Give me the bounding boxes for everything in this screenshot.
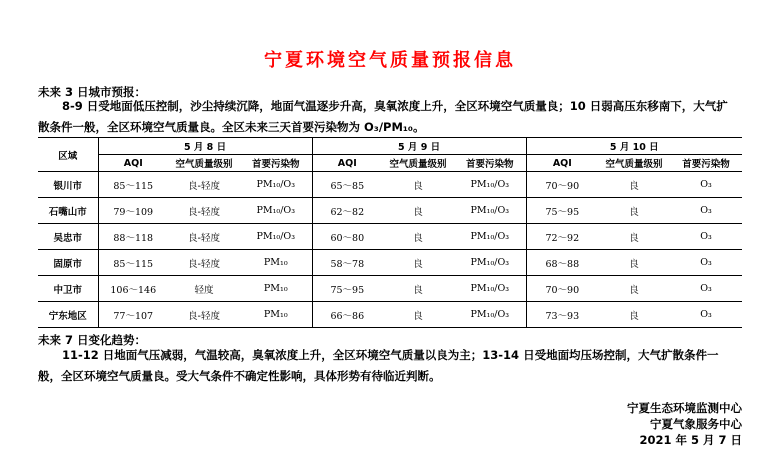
footer bbox=[627, 400, 742, 448]
pollutant-cell: PM₁₀/O₃ bbox=[454, 172, 526, 198]
table-row bbox=[38, 250, 742, 276]
table-row bbox=[38, 198, 742, 224]
date-header-day1: 5 月 8 日 bbox=[98, 138, 312, 155]
three-day-heading: 未来 3 日城市预报： bbox=[38, 85, 147, 99]
col-aqi: AQI bbox=[312, 155, 382, 172]
pollutant-cell: PM₁₀/O₃ bbox=[454, 198, 526, 224]
level-cell: 良 bbox=[598, 224, 670, 250]
col-level: 空气质量级别 bbox=[598, 155, 670, 172]
region-cell: 吴忠市 bbox=[38, 224, 98, 250]
aqi-cell: 106～146 bbox=[98, 276, 168, 302]
region-cell: 石嘴山市 bbox=[38, 198, 98, 224]
aqi-cell: 75～95 bbox=[312, 276, 382, 302]
footer-org-monitoring: 宁夏生态环境监测中心 bbox=[627, 401, 742, 415]
date-header-day2: 5 月 9 日 bbox=[312, 138, 526, 155]
aqi-cell: 73～93 bbox=[526, 302, 598, 328]
level-cell: 良 bbox=[382, 198, 454, 224]
pollutant-cell: PM₁₀/O₃ bbox=[240, 198, 312, 224]
level-cell: 良-轻度 bbox=[168, 250, 240, 276]
level-cell: 良-轻度 bbox=[168, 302, 240, 328]
aqi-cell: 65～85 bbox=[312, 172, 382, 198]
pollutant-cell: O₃ bbox=[670, 172, 742, 198]
pollutant-cell: PM₁₀ bbox=[240, 250, 312, 276]
aqi-cell: 85～115 bbox=[98, 172, 168, 198]
level-cell: 良 bbox=[598, 172, 670, 198]
table-row bbox=[38, 276, 742, 302]
table-row bbox=[38, 172, 742, 198]
level-cell: 良 bbox=[598, 302, 670, 328]
level-cell: 良 bbox=[598, 198, 670, 224]
level-cell: 良 bbox=[382, 172, 454, 198]
pollutant-cell: PM₁₀/O₃ bbox=[240, 172, 312, 198]
table-header-dates bbox=[38, 138, 742, 155]
pollutant-cell: O₃ bbox=[670, 224, 742, 250]
aqi-cell: 79～109 bbox=[98, 198, 168, 224]
aqi-cell: 58～78 bbox=[312, 250, 382, 276]
aqi-cell: 88～118 bbox=[98, 224, 168, 250]
region-header: 区域 bbox=[38, 138, 98, 172]
pollutant-cell: PM₁₀/O₃ bbox=[454, 276, 526, 302]
aqi-cell: 68～88 bbox=[526, 250, 598, 276]
pollutant-cell: PM₁₀/O₃ bbox=[454, 302, 526, 328]
col-aqi: AQI bbox=[526, 155, 598, 172]
page-title: 宁夏环境空气质量预报信息 bbox=[264, 50, 516, 71]
aqi-cell: 72～92 bbox=[526, 224, 598, 250]
footer-date: 2021 年 5 月 7 日 bbox=[639, 433, 742, 447]
aqi-cell: 75～95 bbox=[526, 198, 598, 224]
level-cell: 轻度 bbox=[168, 276, 240, 302]
forecast-table bbox=[38, 137, 742, 328]
level-cell: 良-轻度 bbox=[168, 224, 240, 250]
pollutant-cell: PM₁₀/O₃ bbox=[240, 224, 312, 250]
level-cell: 良-轻度 bbox=[168, 198, 240, 224]
date-header-day3: 5 月 10 日 bbox=[526, 138, 742, 155]
pollutant-cell: PM₁₀ bbox=[240, 276, 312, 302]
level-cell: 良 bbox=[598, 276, 670, 302]
level-cell: 良 bbox=[382, 224, 454, 250]
region-cell: 中卫市 bbox=[38, 276, 98, 302]
col-level: 空气质量级别 bbox=[168, 155, 240, 172]
pollutant-cell: O₃ bbox=[670, 198, 742, 224]
region-cell: 银川市 bbox=[38, 172, 98, 198]
pollutant-cell: PM₁₀/O₃ bbox=[454, 250, 526, 276]
aqi-cell: 60～80 bbox=[312, 224, 382, 250]
aqi-cell: 66～86 bbox=[312, 302, 382, 328]
footer-org-weather: 宁夏气象服务中心 bbox=[650, 417, 742, 431]
col-pollutant: 首要污染物 bbox=[240, 155, 312, 172]
table-row bbox=[38, 224, 742, 250]
pollutant-cell: O₃ bbox=[670, 250, 742, 276]
col-pollutant: 首要污染物 bbox=[670, 155, 742, 172]
col-level: 空气质量级别 bbox=[382, 155, 454, 172]
level-cell: 良-轻度 bbox=[168, 172, 240, 198]
level-cell: 良 bbox=[382, 276, 454, 302]
col-aqi: AQI bbox=[98, 155, 168, 172]
level-cell: 良 bbox=[382, 302, 454, 328]
seven-day-heading: 未来 7 日变化趋势： bbox=[38, 333, 147, 347]
pollutant-cell: O₃ bbox=[670, 302, 742, 328]
level-cell: 良 bbox=[598, 250, 670, 276]
aqi-cell: 77～107 bbox=[98, 302, 168, 328]
three-day-text: 8-9 日受地面低压控制，沙尘持续沉降，地面气温逐步升高，臭氧浓度上升，全区环境空气质量良；10 日弱高压东移南下，大气扩散条件一般，全区环境空气质量良。全区未来三天首要污染物为 O₃/PM₁₀。 bbox=[38, 99, 728, 134]
seven-day-text: 11-12 日地面气压减弱，气温较高，臭氧浓度上升，全区环境空气质量以良为主；13-14 日受地面均压场控制，大气扩散条件一般，全区环境空气质量良。受大气条件不确定性影响，具体形势有待临近判断。 bbox=[38, 348, 719, 383]
level-cell: 良 bbox=[382, 250, 454, 276]
aqi-cell: 62～82 bbox=[312, 198, 382, 224]
pollutant-cell: PM₁₀/O₃ bbox=[454, 224, 526, 250]
table-header-cols bbox=[38, 155, 742, 172]
region-cell: 固原市 bbox=[38, 250, 98, 276]
aqi-cell: 70～90 bbox=[526, 276, 598, 302]
col-pollutant: 首要污染物 bbox=[454, 155, 526, 172]
aqi-cell: 85～115 bbox=[98, 250, 168, 276]
pollutant-cell: PM₁₀ bbox=[240, 302, 312, 328]
region-cell: 宁东地区 bbox=[38, 302, 98, 328]
aqi-cell: 70～90 bbox=[526, 172, 598, 198]
table-row bbox=[38, 302, 742, 328]
pollutant-cell: O₃ bbox=[670, 276, 742, 302]
